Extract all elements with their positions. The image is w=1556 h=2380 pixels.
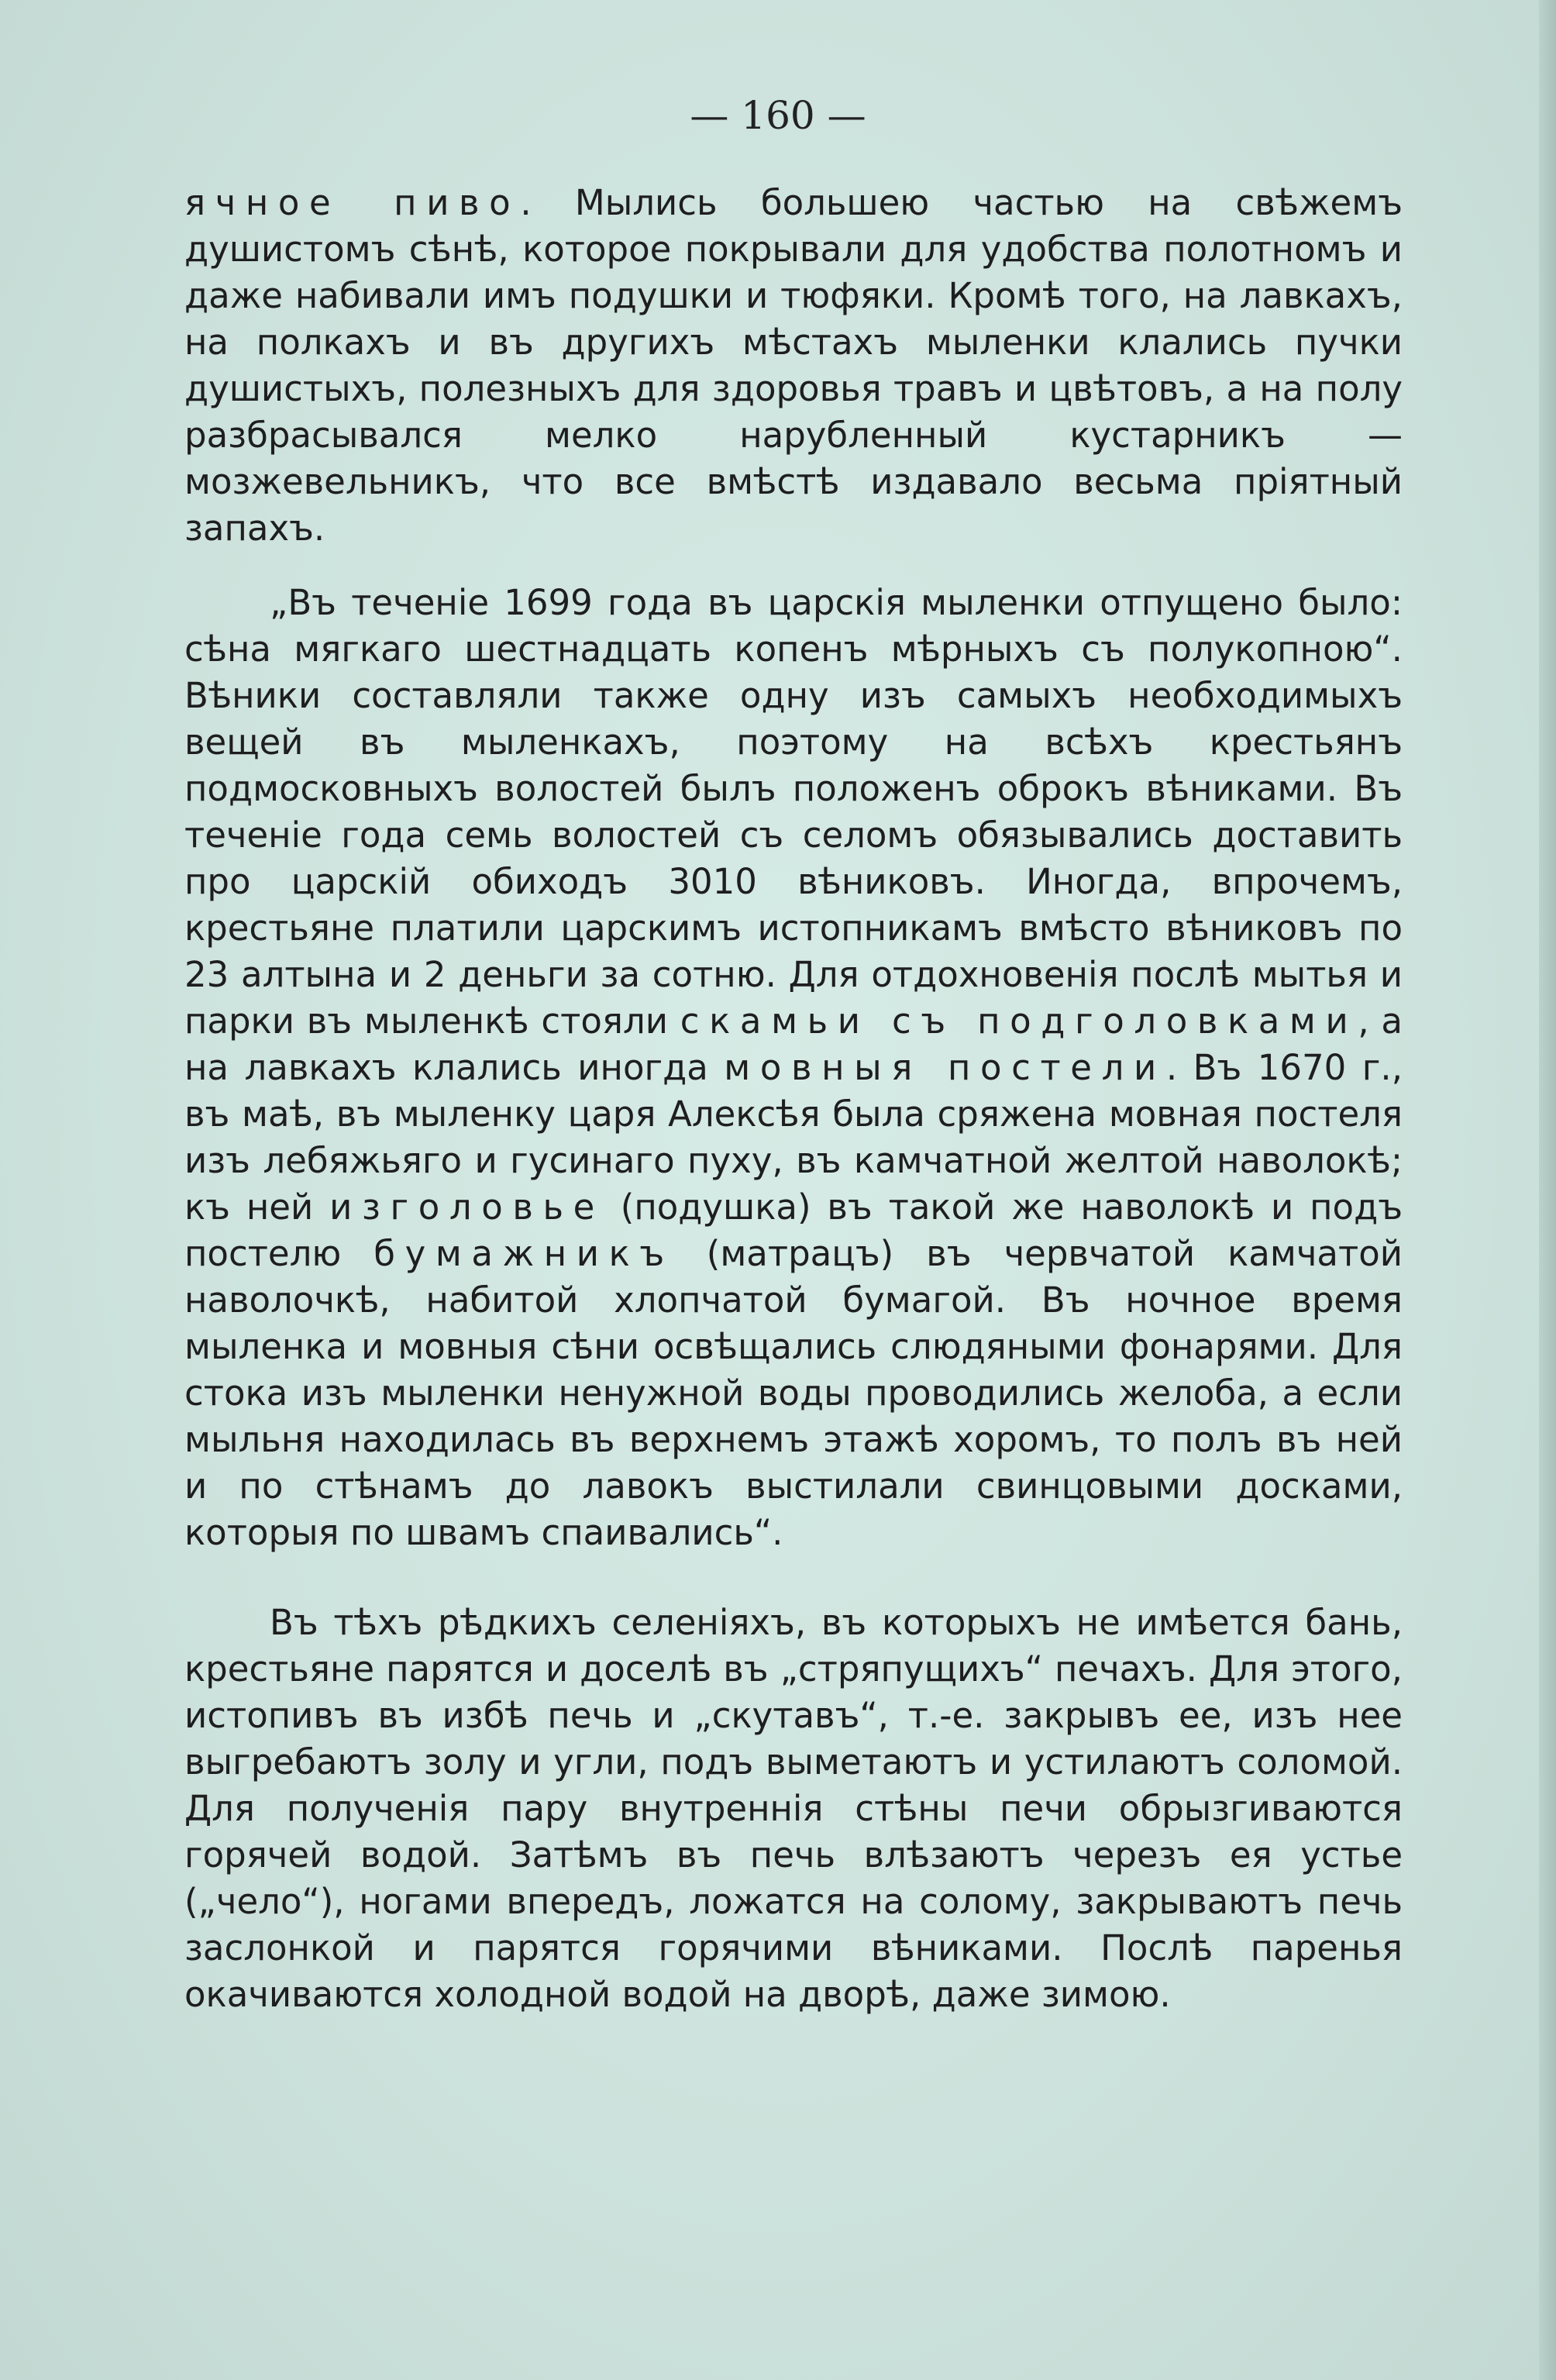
- paragraph-2: [184, 580, 1403, 1556]
- text-run: . Мылись большею частью на свѣжемъ душистомъ сѣнѣ, которое покрывали для удобства полотномъ и даже набивали имъ подушки и тюфяки. Кромѣ того, на лавкахъ, на полкахъ и въ другихъ мѣстахъ мыленки клались пучки душистыхъ, полезныхъ для здоровья травъ и цвѣтовъ, а на полу разбрасывался мелко нарубленный кустарникъ — мозжевельникъ, что все вмѣстѣ издавало весьма пріятный запахъ.: [184, 182, 1403, 549]
- paragraph-1: [184, 180, 1403, 552]
- page-edge: [1539, 0, 1556, 2380]
- spaced-emphasis: изголовье: [329, 1187, 604, 1228]
- spaced-emphasis: ячное пиво: [184, 182, 521, 223]
- text-run: . Въ 1670 г., въ маѣ, въ мыленку царя Алексѣя была сряжена мовная постеля изъ лебяжьяго и гусинаго пуху, въ камчатной желтой наволокѣ; къ ней: [184, 1047, 1403, 1228]
- spaced-emphasis: бумажникъ: [374, 1233, 674, 1274]
- body-text: [184, 180, 1403, 2018]
- spaced-emphasis: мовныя постели: [724, 1047, 1166, 1088]
- page-number: — 160 —: [690, 93, 866, 138]
- spaced-emphasis: скамьи съ подголовками: [680, 1001, 1358, 1042]
- text-run: Въ тѣхъ рѣдкихъ селеніяхъ, въ которыхъ не имѣется бань, крестьяне парятся и доселѣ въ „стряпущихъ“ печахъ. Для этого, истопивъ въ избѣ печь и „скутавъ“, т.-е. закрывъ ее, изъ нее выгребаютъ золу и угли, подъ выметаютъ и устилаютъ соломой. Для полученія пару внутреннія стѣны печи обрызгиваются горячей водой. Затѣмъ въ печь влѣзаютъ черезъ ея устье („чело“), ногами впередъ, ложатся на солому, закрываютъ печь заслонкой и парятся горячими вѣниками. Послѣ паренья окачиваются холодной водой на дворѣ, даже зимою.: [184, 1602, 1403, 2015]
- text-run: „Въ теченіе 1699 года въ царскія мыленки отпущено было: сѣна мягкаго шестнадцать копенъ мѣрныхъ съ полукопною“. Вѣники составляли также одну изъ самыхъ необходимыхъ вещей въ мыленкахъ, поэтому на всѣхъ крестьянъ подмосковныхъ волостей былъ положенъ оброкъ вѣниками. Въ теченіе года семь волостей съ селомъ обязывались доставить про царскій обиходъ 3010 вѣниковъ. Иногда, впрочемъ, крестьяне платили царскимъ истопникамъ вмѣсто вѣниковъ по 23 алтына и 2 деньги за сотню. Для отдохновенія послѣ мытья и парки въ мыленкѣ стояли: [184, 582, 1403, 1042]
- text-run: , а на лавкахъ клались иногда: [184, 1001, 1403, 1088]
- text-run: (подушка) въ такой же наволокѣ и подъ постелю: [184, 1187, 1403, 1274]
- text-run: (матрацъ) въ червчатой камчатой наволочкѣ, набитой хлопчатой бумагой. Въ ночное время мыленка и мовныя сѣни освѣщались слюдяными фонарями. Для стока изъ мыленки ненужной воды проводились желоба, а если мыльня находилась въ верхнемъ этажѣ хоромъ, то полъ въ ней и по стѣнамъ до лавокъ выстилали свинцовыми досками, которыя по швамъ спаивались“.: [184, 1233, 1403, 1553]
- paragraph-3: [184, 1600, 1403, 2018]
